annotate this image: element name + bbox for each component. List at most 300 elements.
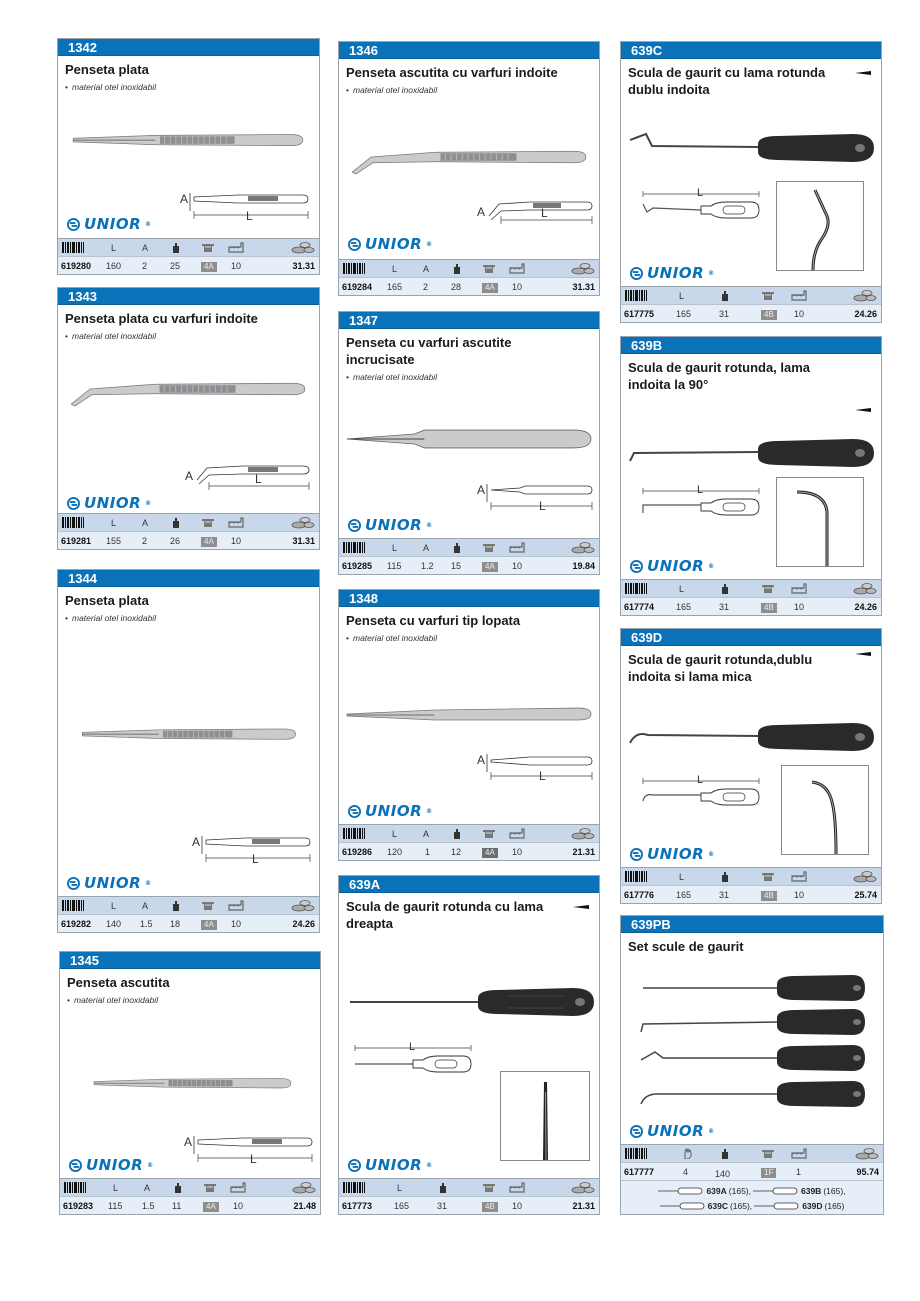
qty-value: 10	[794, 890, 805, 900]
package-icon	[761, 290, 775, 301]
package-badge: 4A	[482, 562, 498, 572]
product-code: 1347	[339, 312, 599, 329]
spec-header	[60, 1178, 320, 1196]
qty-value: 1	[796, 1167, 802, 1177]
qty-value: 10	[512, 1201, 523, 1211]
opening-value: 1.5	[140, 919, 153, 929]
tip-shape-icon	[855, 652, 871, 656]
barcode-icon	[64, 1182, 86, 1193]
opening-label: A	[142, 518, 149, 528]
product-card-639b	[620, 336, 882, 616]
package-badge: 4B	[482, 1202, 498, 1212]
weight-icon	[719, 871, 731, 882]
package-icon	[482, 1182, 496, 1193]
pack-qty-icon	[228, 517, 244, 528]
product-card-1348	[338, 589, 600, 861]
spec-row	[621, 1162, 883, 1180]
length-value: 115	[108, 1201, 123, 1211]
product-feature: • material otel inoxidabil	[65, 331, 157, 341]
unior-logo: UNIOR ®	[348, 235, 433, 253]
length-label: L	[397, 1183, 403, 1193]
set-item-code: 639B	[801, 1185, 822, 1196]
package-badge: 4B	[761, 310, 777, 320]
length-label: L	[111, 901, 117, 911]
svg-text:A: A	[184, 1135, 193, 1149]
package-icon	[761, 583, 775, 594]
tip-detail-photo	[776, 181, 864, 271]
weight-value: 26	[170, 536, 181, 546]
pick-small-bent-icon	[754, 1202, 800, 1210]
qty-value: 10	[231, 919, 242, 929]
price-icon	[571, 827, 595, 840]
product-title: Penseta cu varfuri ascutite incrucisate	[346, 335, 512, 367]
product-code: 1345	[60, 952, 320, 969]
unior-logo: UNIOR ®	[348, 516, 433, 534]
set-item-size: (165),	[728, 1185, 751, 1196]
weight-value: 31	[437, 1201, 448, 1211]
dimension-drawing	[190, 832, 315, 866]
weight-icon	[172, 1182, 184, 1193]
weight-value: 31	[719, 309, 730, 319]
opening-label: A	[144, 1183, 151, 1193]
product-code: 1346	[339, 42, 599, 59]
svg-text:L: L	[539, 499, 546, 513]
spec-header	[58, 238, 319, 256]
price-value: 21.31	[572, 847, 595, 857]
unior-logo: UNIOR ®	[630, 264, 715, 282]
product-title: Scula de gaurit rotunda, lama indoita la 90°	[621, 354, 881, 393]
weight-value: 25	[170, 261, 181, 271]
spec-table	[621, 1144, 883, 1214]
svg-text:L: L	[252, 852, 259, 866]
tweezers-photo	[345, 702, 593, 728]
length-label: L	[679, 584, 685, 594]
weight-icon	[451, 542, 463, 553]
article-number: 617777	[624, 1167, 655, 1177]
spec-header	[621, 1144, 883, 1162]
pieces-icon	[681, 1148, 693, 1159]
spec-header	[339, 259, 599, 277]
barcode-icon	[343, 1182, 365, 1193]
pack-qty-icon	[509, 828, 525, 839]
pick-set-photo	[637, 972, 867, 1116]
weight-value: 11	[172, 1201, 182, 1211]
weight-icon	[451, 828, 463, 839]
spec-table	[339, 824, 599, 860]
length-value: 165	[676, 309, 692, 319]
package-badge: 4A	[201, 537, 217, 547]
length-value: 165	[394, 1201, 410, 1211]
tweezers-photo	[68, 127, 308, 155]
dimension-drawing	[475, 192, 595, 226]
product-title: Scula de gaurit rotunda cu lama dreapta	[339, 893, 599, 932]
price-icon	[571, 262, 595, 275]
product-card-1343	[57, 287, 320, 550]
article-number: 617774	[624, 602, 655, 612]
article-number: 619286	[342, 847, 373, 857]
opening-value: 2	[142, 261, 148, 271]
pick-double-bent-icon	[660, 1202, 706, 1210]
spec-table	[339, 259, 599, 295]
article-number: 619285	[342, 561, 373, 571]
spec-row	[58, 531, 319, 549]
qty-value: 10	[794, 602, 805, 612]
weight-value: 140	[715, 1169, 731, 1179]
weight-value: 15	[451, 561, 462, 571]
barcode-icon	[625, 290, 647, 301]
product-title: Penseta cu varfuri tip lopata	[346, 613, 521, 628]
weight-icon	[170, 242, 182, 253]
price-icon	[291, 899, 315, 912]
length-label: L	[392, 829, 398, 839]
package-icon	[761, 871, 775, 882]
length-label: L	[392, 543, 398, 553]
set-item-size: (165),	[823, 1185, 846, 1196]
svg-text:L: L	[539, 769, 546, 783]
price-icon	[571, 1181, 595, 1194]
package-icon	[201, 242, 215, 253]
article-number: 617775	[624, 309, 655, 319]
set-item-size: (165)	[824, 1200, 845, 1211]
weight-value: 31	[719, 890, 730, 900]
barcode-icon	[62, 242, 84, 253]
tip-shape-icon	[573, 905, 589, 909]
length-value: 165	[676, 890, 692, 900]
package-badge: 1F	[761, 1168, 776, 1178]
product-feature: • material otel inoxidabil	[67, 995, 159, 1005]
pack-qty-icon	[228, 242, 244, 253]
weight-icon	[437, 1182, 449, 1193]
price-icon	[571, 541, 595, 554]
qty-value: 10	[794, 309, 805, 319]
length-value: 165	[676, 602, 692, 612]
barcode-icon	[343, 542, 365, 553]
package-icon	[201, 900, 215, 911]
unior-logo: UNIOR ®	[67, 215, 152, 233]
spec-row	[621, 304, 881, 322]
dimension-drawing	[178, 189, 313, 223]
length-value: 160	[106, 261, 122, 271]
article-number: 619282	[61, 919, 92, 929]
price-value: 25.74	[854, 890, 877, 900]
spec-table	[339, 1178, 599, 1214]
svg-text:L: L	[409, 1042, 416, 1053]
price-icon	[853, 289, 877, 302]
opening-label: A	[423, 264, 430, 274]
product-feature: • material otel inoxidabil	[65, 613, 157, 623]
tweezers-photo	[345, 424, 593, 454]
length-label: L	[392, 264, 398, 274]
package-icon	[201, 517, 215, 528]
tip-shape-icon	[855, 71, 871, 75]
weight-icon	[170, 517, 182, 528]
price-value: 31.31	[292, 261, 315, 271]
opening-value: 1.5	[142, 1201, 155, 1211]
spec-row	[58, 914, 319, 932]
weight-icon	[451, 263, 463, 274]
spec-table	[621, 867, 881, 903]
dimension-drawing	[475, 750, 595, 784]
pick-90-icon	[753, 1187, 799, 1195]
price-icon	[855, 1147, 879, 1160]
article-number: 619284	[342, 282, 373, 292]
pick-tool-photo	[627, 128, 879, 168]
barcode-icon	[62, 900, 84, 911]
spec-header	[58, 513, 319, 531]
price-icon	[291, 516, 315, 529]
opening-label: A	[423, 829, 430, 839]
package-badge: 4A	[201, 920, 217, 930]
pack-qty-icon	[228, 900, 244, 911]
set-contents-line	[621, 1198, 883, 1213]
package-badge: 4A	[203, 1202, 219, 1212]
svg-text:A: A	[192, 835, 201, 849]
tweezers-photo	[64, 722, 314, 748]
price-value: 31.31	[292, 536, 315, 546]
barcode-icon	[625, 871, 647, 882]
spec-table	[621, 579, 881, 615]
opening-label: A	[142, 901, 149, 911]
product-card-1344	[57, 569, 320, 933]
article-number: 619283	[63, 1201, 94, 1211]
pack-qty-icon	[791, 871, 807, 882]
pack-qty-icon	[791, 1148, 807, 1159]
product-title: Penseta ascutita cu varfuri indoite	[346, 65, 558, 80]
pick-tool-photo	[627, 717, 879, 757]
svg-text:L: L	[541, 206, 548, 220]
weight-value: 28	[451, 282, 462, 292]
pieces-value: 4	[683, 1167, 689, 1177]
svg-text:L: L	[246, 209, 253, 223]
svg-text:L: L	[697, 775, 704, 786]
svg-text:A: A	[185, 469, 194, 483]
weight-value: 12	[451, 847, 462, 857]
dimension-drawing	[182, 1132, 317, 1166]
article-number: 617773	[342, 1201, 373, 1211]
price-icon	[291, 241, 315, 254]
barcode-icon	[625, 1148, 647, 1159]
product-card-1345	[59, 951, 321, 1215]
spec-header	[621, 579, 881, 597]
spec-header	[339, 538, 599, 556]
pack-qty-icon	[509, 542, 525, 553]
product-card-1346	[338, 41, 600, 296]
package-icon	[482, 828, 496, 839]
product-code: 639A	[339, 876, 599, 893]
weight-icon	[719, 290, 731, 301]
price-value: 31.31	[572, 282, 595, 292]
product-code: 1343	[58, 288, 319, 305]
dimension-drawing	[641, 775, 761, 809]
article-number: 619281	[61, 536, 92, 546]
dimension-drawing	[353, 1042, 473, 1076]
spec-table	[339, 538, 599, 574]
spec-row	[339, 277, 599, 295]
spec-table	[58, 896, 319, 932]
spec-row	[58, 256, 319, 274]
set-contents-line	[621, 1183, 883, 1198]
dimension-drawing	[183, 458, 313, 492]
barcode-icon	[62, 517, 84, 528]
spec-table	[60, 1178, 320, 1214]
product-title: Scula de gaurit cu lama rotunda dublu indoita	[621, 59, 881, 98]
spec-table	[58, 513, 319, 549]
set-contents	[621, 1180, 883, 1214]
qty-value: 10	[231, 261, 242, 271]
product-title: Penseta plata	[65, 62, 149, 77]
barcode-icon	[625, 583, 647, 594]
dimension-drawing	[641, 188, 761, 222]
set-item-size: (165),	[729, 1200, 753, 1211]
package-icon	[482, 263, 496, 274]
price-value: 19.84	[572, 561, 595, 571]
set-item-code: 639D	[802, 1200, 823, 1211]
set-item-code: 639C	[707, 1200, 728, 1211]
set-item-code: 639A	[706, 1185, 727, 1196]
weight-value: 18	[170, 919, 181, 929]
barcode-icon	[343, 828, 365, 839]
length-value: 165	[387, 282, 403, 292]
spec-header	[621, 867, 881, 885]
product-title: Set scule de gaurit	[628, 939, 744, 954]
qty-value: 10	[512, 282, 523, 292]
product-code: 639D	[621, 629, 881, 646]
tip-shape-icon	[855, 408, 871, 412]
product-title: Penseta plata cu varfuri indoite	[65, 311, 258, 326]
price-value: 21.48	[293, 1201, 316, 1211]
qty-value: 10	[233, 1201, 244, 1211]
price-value: 21.31	[572, 1201, 595, 1211]
length-label: L	[113, 1183, 119, 1193]
product-code: 1348	[339, 590, 599, 607]
unior-logo: UNIOR ®	[348, 802, 433, 820]
pack-qty-icon	[509, 263, 525, 274]
svg-text:A: A	[180, 192, 189, 206]
product-code: 1344	[58, 570, 319, 587]
price-icon	[853, 870, 877, 883]
opening-value: 2	[142, 536, 148, 546]
spec-row	[621, 597, 881, 615]
svg-text:L: L	[697, 485, 704, 496]
length-value: 115	[387, 561, 402, 571]
spec-table	[621, 286, 881, 322]
spec-row	[339, 556, 599, 574]
unior-logo: UNIOR ®	[348, 1156, 433, 1174]
product-title: Penseta ascutita	[67, 975, 170, 990]
unior-logo: UNIOR ®	[630, 557, 715, 575]
unior-logo: UNIOR ®	[69, 1156, 154, 1174]
tweezers-photo	[70, 1072, 315, 1096]
package-icon	[203, 1182, 217, 1193]
weight-icon	[719, 583, 731, 594]
unior-logo: UNIOR ®	[67, 494, 152, 512]
spec-header	[339, 824, 599, 842]
weight-icon	[170, 900, 182, 911]
pick-tool-photo	[347, 982, 599, 1022]
package-badge: 4A	[482, 283, 498, 293]
product-card-639a	[338, 875, 600, 1215]
svg-text:A: A	[477, 753, 486, 767]
spec-header	[58, 896, 319, 914]
qty-value: 10	[512, 847, 523, 857]
length-label: L	[111, 518, 117, 528]
opening-value: 1	[425, 847, 431, 857]
unior-logo: UNIOR ®	[630, 845, 715, 863]
tweezers-photo	[68, 370, 308, 408]
pick-tool-photo	[627, 433, 879, 473]
length-label: L	[111, 243, 117, 253]
article-number: 617776	[624, 890, 655, 900]
spec-row	[621, 885, 881, 903]
product-card-639c	[620, 41, 882, 323]
pack-qty-icon	[791, 290, 807, 301]
pick-straight-icon	[658, 1187, 704, 1195]
spec-row	[60, 1196, 320, 1214]
dimension-drawing	[475, 480, 595, 514]
length-label: L	[679, 872, 685, 882]
length-value: 155	[106, 536, 122, 546]
tip-detail-photo	[781, 765, 869, 855]
svg-text:L: L	[250, 1152, 257, 1166]
product-feature: • material otel inoxidabil	[65, 82, 157, 92]
product-card-639d	[620, 628, 882, 904]
package-badge: 4B	[761, 891, 777, 901]
dimension-drawing	[641, 485, 761, 519]
package-icon	[761, 1148, 775, 1159]
product-card-1342	[57, 38, 320, 275]
product-code: 639C	[621, 42, 881, 59]
product-title: Penseta plata	[65, 593, 149, 608]
qty-value: 10	[231, 536, 242, 546]
barcode-icon	[343, 263, 365, 274]
price-value: 24.26	[854, 309, 877, 319]
package-badge: 4B	[761, 603, 777, 613]
unior-logo: UNIOR ®	[67, 874, 152, 892]
pack-qty-icon	[791, 583, 807, 594]
tip-detail-photo	[776, 477, 864, 567]
spec-header	[339, 1178, 599, 1196]
qty-value: 10	[512, 561, 523, 571]
package-icon	[482, 542, 496, 553]
price-value: 24.26	[292, 919, 315, 929]
pack-qty-icon	[230, 1182, 246, 1193]
price-value: 95.74	[856, 1167, 879, 1177]
spec-table	[58, 238, 319, 274]
product-code: 639PB	[621, 916, 883, 933]
product-code: 639B	[621, 337, 881, 354]
product-feature: • material otel inoxidabil	[346, 372, 438, 382]
price-value: 24.26	[854, 602, 877, 612]
price-icon	[292, 1181, 316, 1194]
opening-label: A	[423, 543, 430, 553]
price-icon	[853, 582, 877, 595]
weight-value: 31	[719, 602, 730, 612]
opening-label: A	[142, 243, 149, 253]
product-title: Scula de gaurit rotunda,dublu indoita si lama mica	[621, 646, 881, 685]
product-card-639pb	[620, 915, 884, 1215]
length-value: 120	[387, 847, 403, 857]
svg-text:A: A	[477, 205, 486, 219]
article-number: 619280	[61, 261, 92, 271]
svg-text:L: L	[697, 188, 704, 199]
weight-icon	[719, 1148, 731, 1159]
spec-row	[339, 842, 599, 860]
length-value: 140	[106, 919, 122, 929]
tip-detail-photo	[500, 1071, 590, 1161]
product-code: 1342	[58, 39, 319, 56]
spec-header	[621, 286, 881, 304]
tweezers-photo	[345, 138, 593, 176]
